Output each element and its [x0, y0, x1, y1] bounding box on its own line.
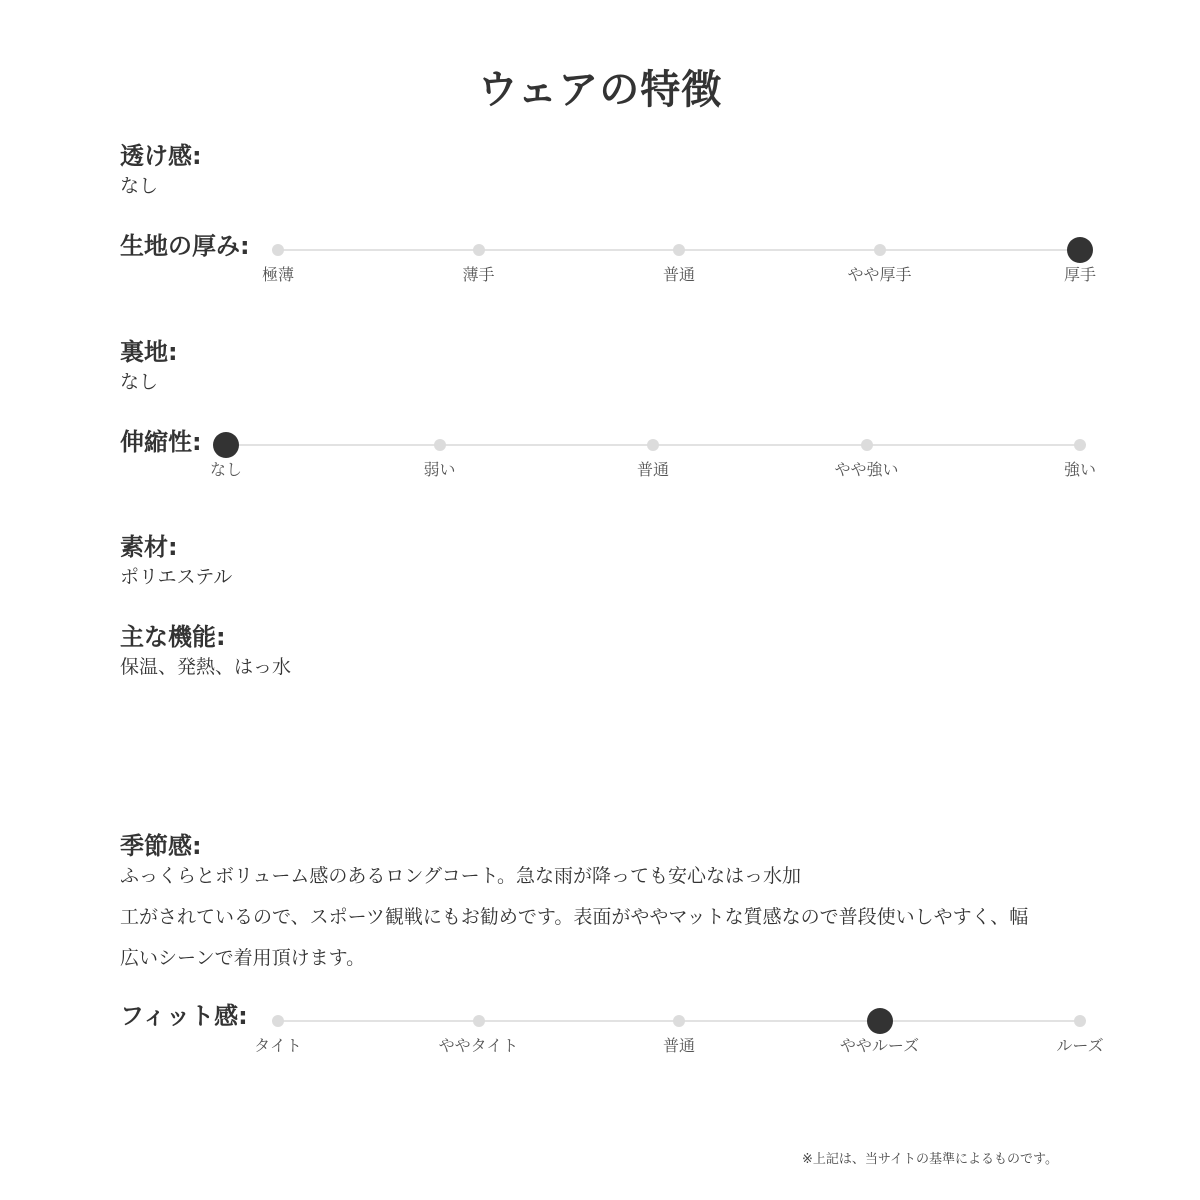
thickness-scale-dot — [473, 244, 485, 256]
fit-scale-label: タイト — [254, 1036, 302, 1055]
season-line: 工がされているので、スポーツ観戦にもお勧めです。表面がややマットな質感なので普段使いしやすく、幅 — [120, 906, 1029, 928]
fit-scale-dot — [1074, 1015, 1086, 1027]
lining-value: なし — [120, 371, 159, 393]
material-label: 素材: — [120, 533, 178, 561]
stretch-scale-label: 強い — [1063, 460, 1096, 479]
stretch-scale-dot — [647, 439, 659, 451]
stretch-scale — [209, 444, 1096, 484]
season-description — [120, 856, 1100, 979]
stretch-scale-dot — [861, 439, 873, 451]
lining-label: 裏地: — [120, 338, 178, 366]
thickness-scale-dot — [673, 244, 685, 256]
stretch-scale-label: 弱い — [423, 460, 456, 479]
thickness-scale-label: 普通 — [662, 265, 695, 284]
season-line: 広いシーンで着用頂けます。 — [120, 947, 366, 969]
thickness-scale-label: やや厚手 — [847, 265, 912, 284]
thickness-scale — [261, 249, 1096, 289]
fit-scale-label: 普通 — [662, 1036, 695, 1055]
functions-label: 主な機能: — [120, 623, 226, 651]
thickness-scale-dot-selected — [1067, 237, 1093, 263]
sheer-value: なし — [120, 175, 159, 197]
stretch-scale-label: なし — [209, 460, 242, 479]
fit-scale-label: ルーズ — [1056, 1036, 1104, 1055]
sheer-label: 透け感: — [120, 142, 202, 170]
stretch-label: 伸縮性: — [120, 428, 202, 456]
fit-scale-dot-selected — [867, 1008, 893, 1034]
footnote: ※上記は、当サイトの基準によるものです。 — [802, 1152, 1058, 1167]
thickness-label: 生地の厚み: — [120, 232, 250, 260]
fit-label: フィット感: — [120, 1002, 248, 1030]
fit-scale-dot — [272, 1015, 284, 1027]
stretch-scale-dot-selected — [213, 432, 239, 458]
material-value: ポリエステル — [120, 566, 233, 588]
fit-scale-dot — [673, 1015, 685, 1027]
fit-scale-label: ややタイト — [438, 1036, 519, 1055]
page-title: ウェアの特徴 — [477, 67, 723, 113]
fit-scale-label: ややルーズ — [839, 1036, 920, 1055]
fit-scale — [254, 1020, 1104, 1060]
thickness-scale-dot — [874, 244, 886, 256]
fit-scale-dot — [473, 1015, 485, 1027]
thickness-scale-label: 極薄 — [261, 265, 294, 284]
season-label: 季節感: — [120, 832, 202, 860]
stretch-scale-dot — [1074, 439, 1086, 451]
stretch-scale-label: 普通 — [636, 460, 669, 479]
functions-value: 保温、発熱、はっ水 — [120, 656, 292, 678]
thickness-scale-dot — [272, 244, 284, 256]
thickness-scale-label: 厚手 — [1063, 265, 1096, 284]
season-line: ふっくらとボリューム感のあるロングコート。急な雨が降っても安心なはっ水加 — [120, 865, 801, 887]
stretch-scale-label: やや強い — [834, 460, 899, 479]
stretch-scale-dot — [434, 439, 446, 451]
thickness-scale-label: 薄手 — [462, 265, 495, 284]
